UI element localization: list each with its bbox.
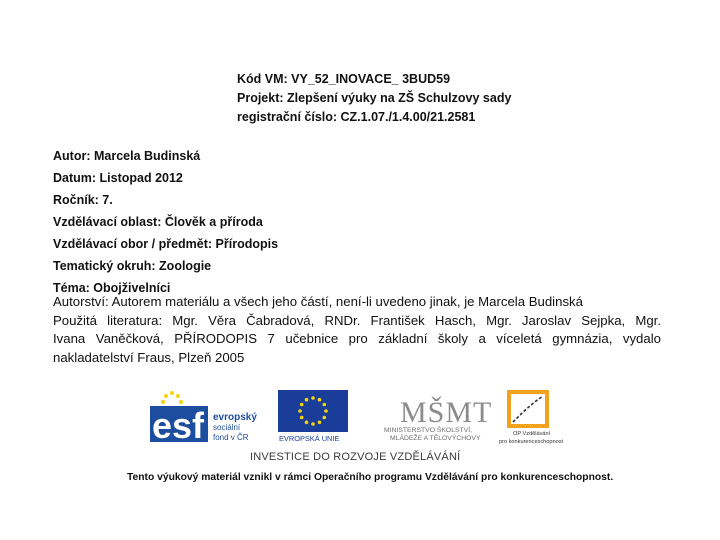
esf-logo	[150, 388, 270, 444]
op-line-1: OP Vzdělávání	[513, 431, 551, 437]
esf-big-text: esf	[152, 405, 205, 444]
eu-label: EVROPSKÁ UNIE	[279, 434, 340, 442]
authorship-statement: Autorství: Autorem materiálu a všech jeho částí, není-li uvedeno jinak, je Marcela Budinská	[53, 294, 583, 309]
op-vk-logo	[495, 390, 575, 448]
education-area: Vzdělávací oblast: Člověk a příroda	[53, 215, 263, 229]
msmt-logo	[382, 388, 492, 446]
subject: Vzdělávací obor / předmět: Přírodopis	[53, 237, 279, 251]
esf-line-2: sociální	[213, 423, 241, 432]
msmt-letters: MŠMT	[400, 396, 492, 429]
project-name: Projekt: Zlepšení výuky na ZŠ Schulzovy sady	[237, 91, 512, 105]
body-text	[53, 293, 661, 367]
document-header	[237, 70, 511, 127]
author: Autor: Marcela Budinská	[53, 149, 201, 163]
logo-strip	[150, 388, 570, 448]
investment-slogan: INVESTICE DO ROZVOJE VZDĚLÁVÁNÍ	[250, 451, 461, 463]
grade: Ročník: 7.	[53, 193, 113, 207]
metadata-block	[53, 145, 278, 299]
esf-line-3: fond v ČR	[213, 433, 249, 442]
literature-line-2: Ivana Vaněčková, PŘÍRODOPIS 7 učebnice pro základní školy a víceletá gymnázia, vydalo	[53, 331, 661, 346]
esf-stars-icon	[161, 391, 183, 404]
material-code: Kód VM: VY_52_INOVACE_ 3BUD59	[237, 72, 451, 86]
op-line-2: pro konkurenceschopnost	[499, 439, 564, 445]
registration-number: registrační číslo: CZ.1.07./1.4.00/21.2581	[237, 110, 476, 124]
date: Datum: Listopad 2012	[53, 171, 183, 185]
topic: Tematický okruh: Zoologie	[53, 259, 212, 273]
msmt-line-1: MINISTERSTVO ŠKOLSTVÍ,	[384, 427, 472, 434]
footer-note: Tento výukový materiál vznikl v rámci Operačního programu Vzdělávání pro konkurenceschopnost.	[127, 472, 614, 483]
literature-line-3: nakladatelství Fraus, Plzeň 2005	[53, 349, 245, 365]
esf-line-1: evropský	[213, 412, 257, 423]
literature-line-1: Použitá literatura: Mgr. Věra Čabradová, RNDr. František Hasch, Mgr. Jaroslav Sejpka, Mgr.	[53, 312, 661, 328]
msmt-line-2: MLÁDEŽE A TĚLOVÝCHOVY	[390, 435, 481, 442]
eu-flag-logo	[278, 390, 348, 442]
theme: Téma: Obojživelníci	[53, 281, 171, 295]
